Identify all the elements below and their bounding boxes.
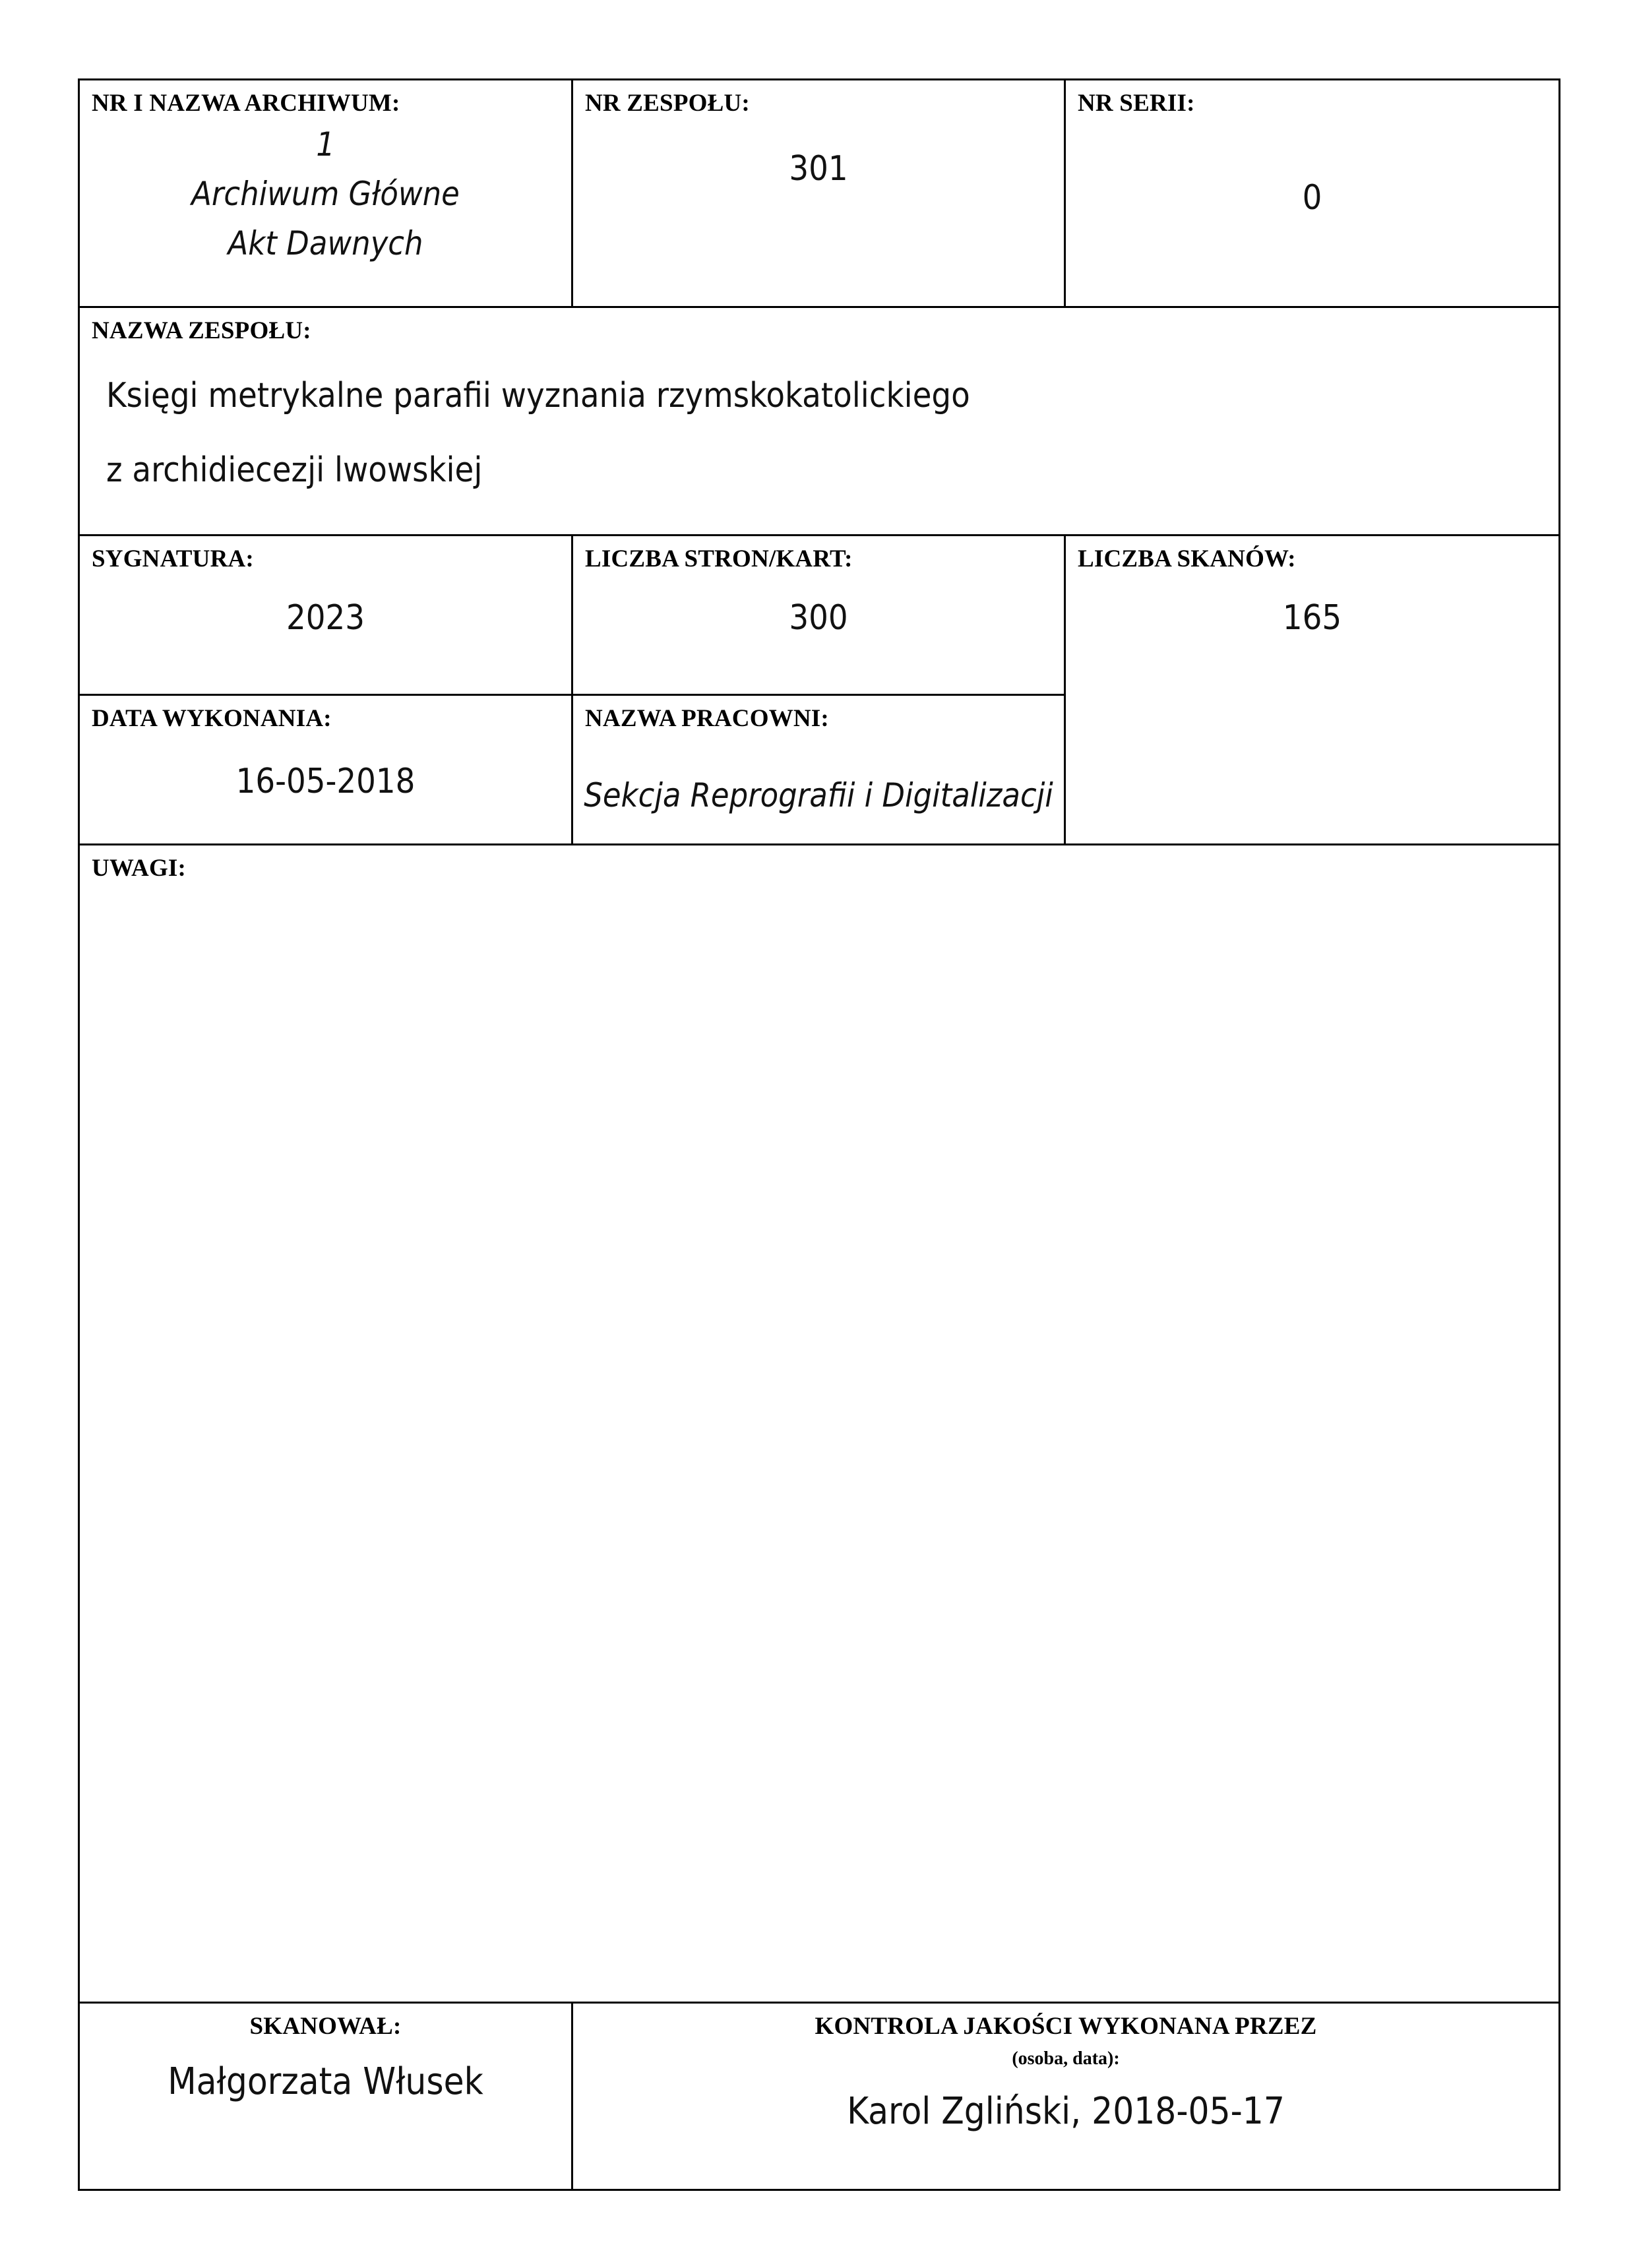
- cell-execution-date: [79, 694, 572, 844]
- cell-fonds-name: [79, 307, 1560, 536]
- cell-scans-count: [1065, 536, 1560, 844]
- signature-value: 2023: [286, 598, 365, 638]
- table-row-signoff: [79, 2002, 1560, 2190]
- fonds-name-line1: Księgi metrykalne parafii wyznania rzymskokatolickiego: [106, 375, 970, 415]
- cell-archive-name: [79, 80, 572, 307]
- cell-signature: [79, 536, 572, 694]
- scanned-by-label: SKANOWAŁ:: [249, 2012, 402, 2040]
- execution-date-label: DATA WYKONANIA:: [92, 704, 332, 732]
- quality-control-sublabel: (osoba, data):: [1012, 2048, 1120, 2069]
- remarks-label: UWAGI:: [92, 854, 187, 882]
- signature-label: SYGNATURA:: [92, 545, 254, 573]
- cell-series-number: [1065, 80, 1560, 307]
- table-row-archive: [79, 80, 1560, 307]
- digitisation-record-table: [78, 78, 1560, 2191]
- lab-name-value: Sekcja Reprografii i Digitalizacji: [584, 776, 1053, 814]
- pages-count-value: 300: [789, 598, 848, 638]
- execution-date-value: 16-05-2018: [235, 761, 416, 801]
- cell-remarks: [79, 844, 1560, 2002]
- pages-count-label: LICZBA STRON/KART:: [585, 545, 853, 573]
- lab-name-label: NAZWA PRACOWNI:: [585, 704, 829, 732]
- fonds-number-value: 301: [789, 148, 848, 189]
- scans-count-label: LICZBA SKANÓW:: [1078, 545, 1296, 573]
- scans-count-value: 165: [1282, 598, 1342, 638]
- series-number-value: 0: [1302, 177, 1322, 218]
- table-row-fonds-name: [79, 307, 1560, 536]
- archive-name-line2: Akt Dawnych: [228, 224, 423, 262]
- archive-label: NR I NAZWA ARCHIWUM:: [92, 90, 400, 117]
- cell-pages-count: [572, 536, 1065, 694]
- quality-control-label: KONTROLA JAKOŚCI WYKONANA PRZEZ: [815, 2012, 1317, 2040]
- fonds-name-label: NAZWA ZESPOŁU:: [92, 317, 311, 344]
- quality-control-value: Karol Zgliński, 2018-05-17: [847, 2090, 1285, 2133]
- series-number-label: NR SERII:: [1078, 90, 1195, 117]
- table-row-remarks: [79, 844, 1560, 2002]
- cell-quality-control: [572, 2002, 1560, 2190]
- archive-number-value: 1: [316, 125, 335, 164]
- table-row-counts: [79, 536, 1560, 694]
- fonds-name-line2: z archidiecezji lwowskiej: [106, 450, 483, 490]
- cell-lab-name: [572, 694, 1065, 844]
- fonds-number-label: NR ZESPOŁU:: [585, 90, 750, 117]
- archive-name-line1: Archiwum Główne: [191, 174, 460, 213]
- scanned-by-value: Małgorzata Włusek: [168, 2060, 483, 2103]
- cell-fonds-number: [572, 80, 1065, 307]
- cell-scanned-by: [79, 2002, 572, 2190]
